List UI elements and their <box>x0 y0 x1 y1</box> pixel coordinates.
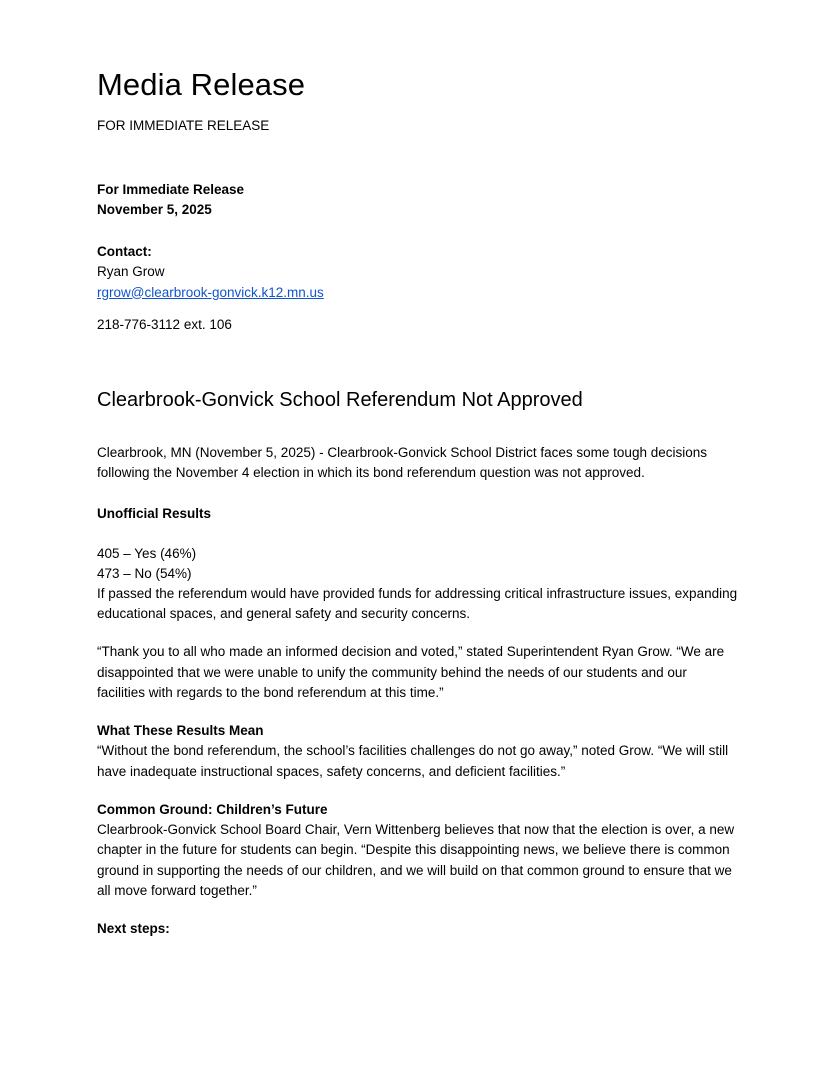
page-title: Media Release <box>97 67 306 102</box>
spacer <box>97 335 738 387</box>
spacer <box>97 484 738 504</box>
meaning-heading: What These Results Mean <box>97 723 264 739</box>
contact-email-link[interactable]: rgrow@clearbrook-gonvick.k12.mn.us <box>97 284 324 300</box>
contact-phone: 218-776-3112 ext. 106 <box>97 316 232 332</box>
results-list <box>97 544 738 584</box>
release-date: November 5, 2025 <box>97 201 212 217</box>
spacer <box>97 524 738 544</box>
next-steps-heading: Next steps: <box>97 921 170 937</box>
common-ground-heading: Common Ground: Children’s Future <box>97 801 328 817</box>
spacer <box>97 220 738 242</box>
lede-paragraph: Clearbrook, MN (November 5, 2025) - Clearbrook-Gonvick School District faces some tough decisions following the November 4 election in which its bond referendum question was not approved. <box>97 445 707 481</box>
spacer <box>97 413 738 443</box>
release-label: For Immediate Release <box>97 181 245 197</box>
superintendent-quote: “Thank you to all who made an informed decision and voted,” stated Superintendent Ryan Grow. “We are disappointed that we were unable to unify the community behind the needs of our students and our facilities with regards to the bond referendum at this time.” <box>97 644 725 700</box>
page-subtitle: FOR IMMEDIATE RELEASE <box>97 117 270 133</box>
contact-label: Contact: <box>97 244 152 260</box>
list-item: 405 – Yes (46%) <box>97 545 197 561</box>
spacer <box>97 901 738 919</box>
headline: Clearbrook-Gonvick School Referendum Not Approved <box>97 389 583 412</box>
spacer <box>97 303 738 315</box>
spacer <box>97 703 738 721</box>
results-note: If passed the referendum would have provided funds for addressing critical infrastructure issues, expanding educational spaces, and general safety and security concerns. <box>97 585 738 622</box>
list-item: 473 – No (54%) <box>97 565 192 581</box>
spacer <box>97 136 738 180</box>
results-heading: Unofficial Results <box>97 505 212 521</box>
common-ground-body: Clearbrook-Gonvick School Board Chair, Vern Wittenberg believes that now that the election is over, a new chapter in the future for students can begin. “Despite this disappointing news, we believe there is common ground in supporting the needs of our children, and we will build on that common ground to ensure that we all move forward together.” <box>97 822 735 898</box>
spacer <box>97 782 738 800</box>
contact-name: Ryan Grow <box>97 264 165 280</box>
meaning-body: “Without the bond referendum, the school’s facilities challenges do not go away,” noted Grow. “We will still have inadequate instructional spaces, safety concerns, and deficient facilities.” <box>97 743 729 779</box>
spacer <box>97 624 738 642</box>
